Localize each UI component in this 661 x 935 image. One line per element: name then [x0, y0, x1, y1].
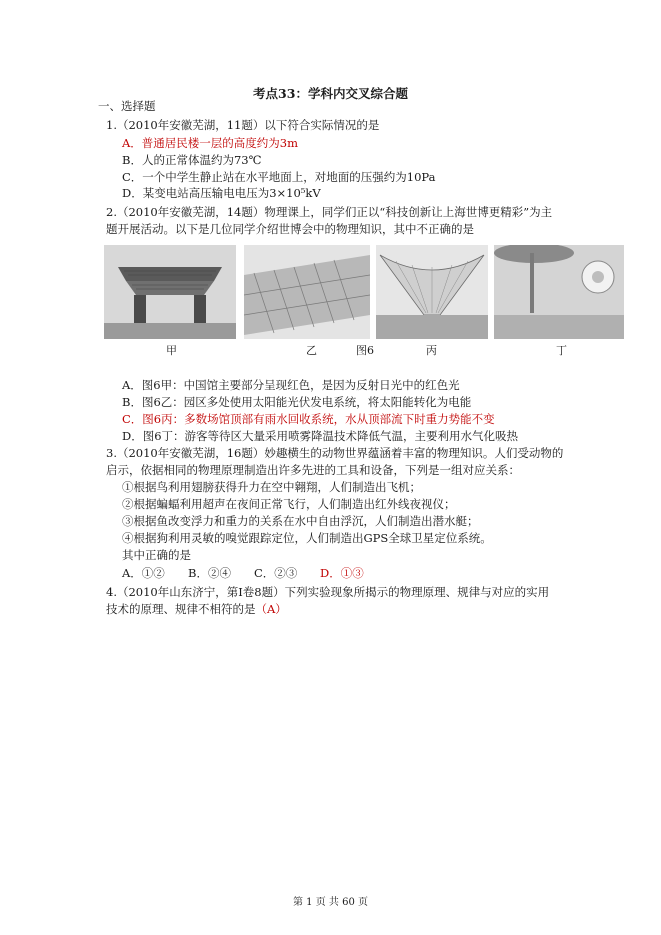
photo-jia-china-pavilion	[104, 245, 236, 339]
page-title: 考点33：学科内交叉综合题	[253, 86, 408, 101]
q3-stem-line2: 启示，依据相同的物理原理制造出许多先进的工具和设备，下列是一组对应关系：	[106, 463, 520, 477]
q4-answer: （A）	[255, 602, 287, 616]
photo-label-bing: 丙	[426, 344, 437, 357]
q3-item-1: ①根据鸟利用翅膀获得升力在空中翱翔，人们制造出飞机；	[122, 480, 421, 494]
q1-option-c: C．一个中学生静止站在水平地面上，对地面的压强约为10Pa	[122, 170, 436, 184]
photo-ding-mist-fan	[494, 245, 624, 339]
figure-caption: 图6	[356, 344, 374, 357]
q1-stem: 1.（2010年安徽芜湖，11题）以下符合实际情况的是	[106, 118, 380, 132]
q3-item-3: ③根据鱼改变浮力和重力的关系在水中自由浮沉，人们制造出潜水艇；	[122, 514, 479, 528]
q2-option-c: C．图6丙：多数场馆顶部有雨水回收系统，水从顶部流下时重力势能不变	[122, 412, 495, 426]
q3-option-d: D．①③	[320, 566, 364, 580]
q2-option-b: B．图6乙：园区多处使用太阳能光伏发电系统，将太阳能转化为电能	[122, 395, 472, 409]
page-footer: 第 1 页 共 60 页	[293, 897, 368, 908]
q3-option-b: B．②④	[188, 566, 231, 580]
photo-label-ding: 丁	[556, 344, 567, 357]
q1-option-d: D．某变电站高压输电电压为3×10⁵kV	[122, 186, 321, 200]
q3-stem-line1: 3.（2010年安徽芜湖，16题）妙趣横生的动物世界蕴涵着丰富的物理知识。人们受动物的	[106, 446, 564, 460]
section-heading: 一、选择题	[98, 99, 156, 113]
q4-stem-line1: 4.（2010年山东济宁，第Ⅰ卷8题）下列实验现象所揭示的物理原理、规律与对应的实用	[106, 585, 550, 599]
photo-bing-funnel-structure	[376, 245, 488, 339]
q3-option-a: A．①②	[122, 566, 165, 580]
q2-option-a: A．图6甲：中国馆主要部分呈现红色，是因为反射日光中的红色光	[122, 378, 460, 392]
q3-option-c: C．②③	[254, 566, 298, 580]
figure-6	[104, 241, 624, 369]
q2-option-d: D．图6丁：游客等待区大量采用喷雾降温技术降低气温，主要利用水气化吸热	[122, 429, 519, 443]
q3-item-4: ④根据狗利用灵敏的嗅觉跟踪定位，人们制造出GPS全球卫星定位系统。	[122, 531, 492, 545]
photo-yi-solar-roof	[244, 245, 370, 339]
q3-correct-label: 其中正确的是	[122, 548, 191, 562]
q2-stem-line2: 题开展活动。以下是几位同学介绍世博会中的物理知识，其中不正确的是	[106, 222, 474, 236]
photo-label-yi: 乙	[306, 344, 317, 357]
q2-stem-line1: 2.（2010年安徽芜湖，14题）物理课上，同学们正以“科技创新让上海世博更精彩”为主	[106, 205, 553, 219]
photo-label-jia: 甲	[166, 344, 177, 357]
q1-option-a: A．普通居民楼一层的高度约为3m	[122, 136, 299, 150]
q1-option-b: B．人的正常体温约为73℃	[122, 153, 262, 167]
q4-stem-line2	[106, 602, 287, 617]
q4-stem-text: 技术的原理、规律不相符的是	[106, 602, 256, 616]
q3-item-2: ②根据蝙蝠利用超声在夜间正常飞行，人们制造出红外线夜视仪；	[122, 497, 456, 511]
